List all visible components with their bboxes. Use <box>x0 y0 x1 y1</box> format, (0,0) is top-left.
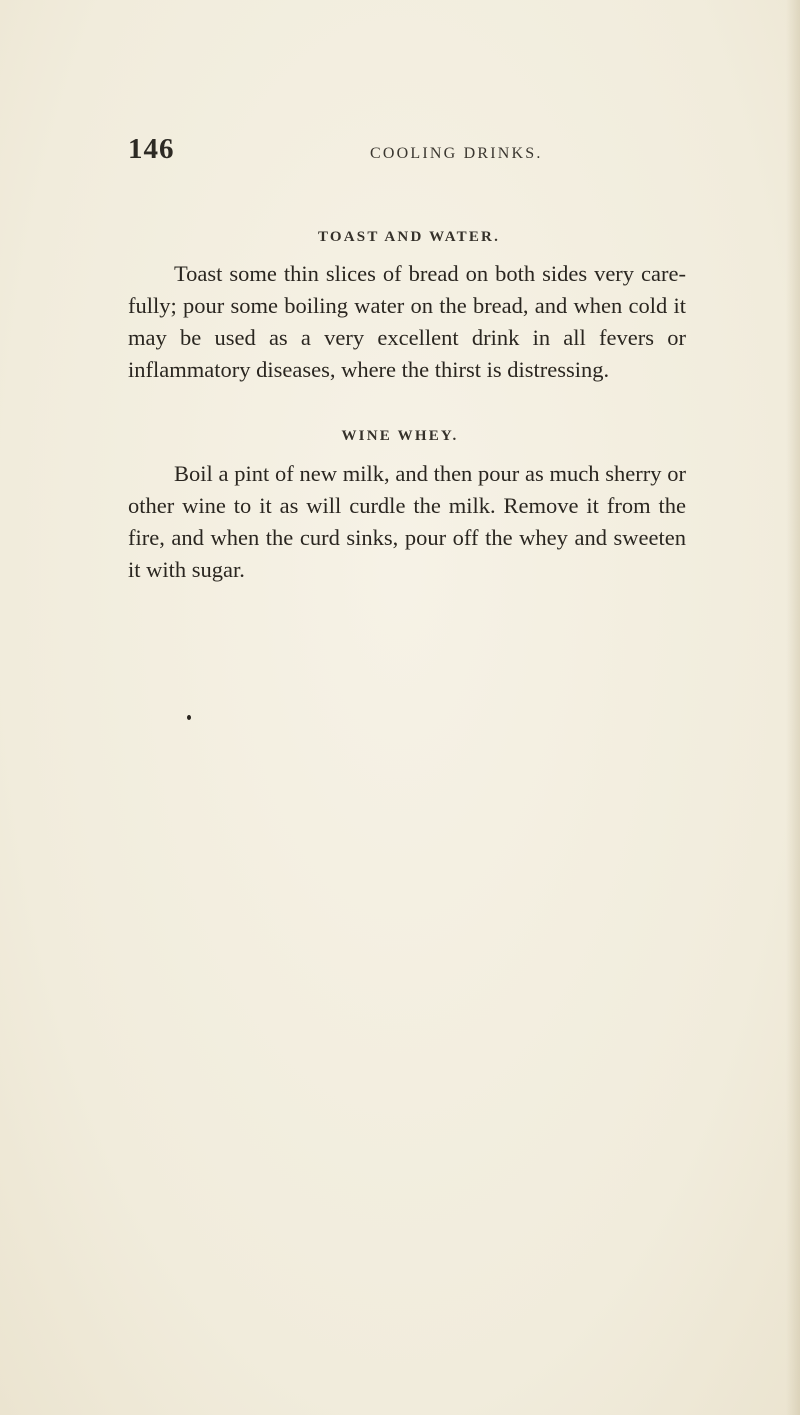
running-head <box>128 133 688 173</box>
ink-speck <box>187 715 191 720</box>
section-heading-wine-whey: WINE WHEY. <box>341 428 459 444</box>
section-body-toast-and-water: Toast some thin slices of bread on both sides very care-fully; pour some boiling water on the bread, and when cold it may be used as a very excellent drink in all fevers or inflammatory diseases, where the thirst is distressing. <box>128 261 686 382</box>
section-body-wine-whey: Boil a pint of new milk, and then pour as much sherry or other wine to it as will curdle the milk. Remove it from the fire, and when the curd sinks, pour off the whey and sweeten it with sugar. <box>128 461 686 582</box>
section-heading-toast-and-water: TOAST AND WATER. <box>317 229 501 245</box>
running-title: COOLING DRINKS. <box>370 145 543 162</box>
page-number: 146 <box>128 133 175 165</box>
page-edge-shading <box>786 0 800 1415</box>
